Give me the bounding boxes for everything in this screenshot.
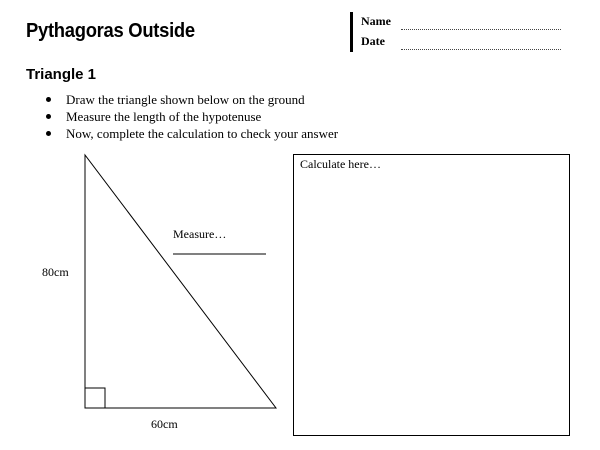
- height-label: 80cm: [42, 265, 69, 279]
- calculation-box[interactable]: [293, 154, 570, 436]
- worksheet-title: Pythagoras Outside: [26, 20, 195, 42]
- instruction-item: Draw the triangle shown below on the ground: [46, 91, 338, 108]
- right-angle-marker: [85, 388, 105, 408]
- instruction-item: Now, complete the calculation to check your answer: [46, 125, 338, 142]
- base-label: 60cm: [151, 417, 178, 431]
- triangle-shape: [85, 155, 276, 408]
- measure-label: Measure…: [173, 227, 227, 241]
- date-label: Date: [361, 34, 385, 48]
- section-heading: Triangle 1: [26, 66, 97, 83]
- name-label: Name: [361, 14, 391, 28]
- calculation-label: Calculate here…: [300, 157, 381, 171]
- instruction-item: Measure the length of the hypotenuse: [46, 108, 338, 125]
